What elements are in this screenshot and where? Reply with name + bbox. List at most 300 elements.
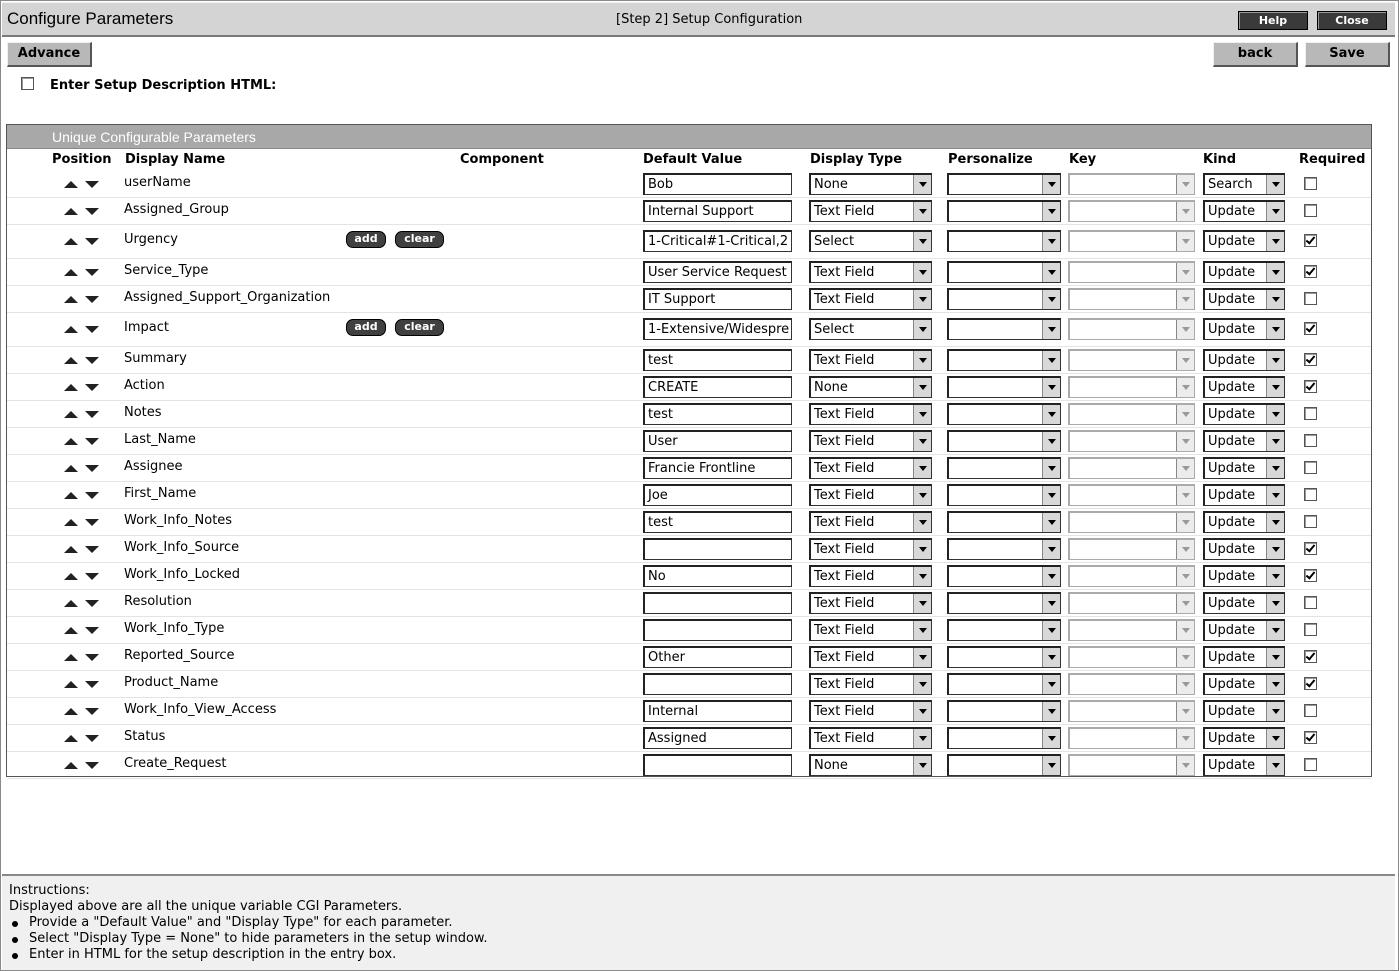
- required-checkbox[interactable]: [1304, 434, 1317, 447]
- required-checkbox[interactable]: [1304, 731, 1317, 744]
- display-type-select[interactable]: [809, 230, 932, 252]
- chevron-down-icon[interactable]: [913, 432, 931, 451]
- chevron-down-icon[interactable]: [913, 263, 931, 282]
- move-down-icon[interactable]: [85, 708, 99, 715]
- personalize-select[interactable]: [947, 200, 1061, 222]
- display-type-select[interactable]: [809, 288, 932, 310]
- chevron-down-icon[interactable]: [1176, 263, 1194, 282]
- chevron-down-icon[interactable]: [1042, 351, 1060, 370]
- chevron-down-icon[interactable]: [1176, 459, 1194, 478]
- key-select[interactable]: [1068, 261, 1195, 283]
- move-up-icon[interactable]: [64, 411, 78, 418]
- key-select[interactable]: [1068, 700, 1195, 722]
- chevron-down-icon[interactable]: [1042, 540, 1060, 559]
- table-row: [7, 589, 1371, 617]
- key-select[interactable]: [1068, 511, 1195, 533]
- default-value-input[interactable]: test: [643, 403, 792, 425]
- chevron-down-icon[interactable]: [1266, 513, 1284, 532]
- default-value-input[interactable]: Internal: [643, 700, 792, 722]
- kind-select[interactable]: [1203, 173, 1285, 195]
- default-value-input[interactable]: [643, 592, 792, 614]
- chevron-down-icon[interactable]: [1266, 540, 1284, 559]
- required-checkbox[interactable]: [1304, 704, 1317, 717]
- move-down-icon[interactable]: [85, 654, 99, 661]
- kind-select[interactable]: [1203, 261, 1285, 283]
- table-row: [7, 643, 1371, 671]
- required-checkbox[interactable]: [1304, 177, 1317, 190]
- move-down-icon[interactable]: [85, 384, 99, 391]
- key-select[interactable]: [1068, 754, 1195, 776]
- move-down-icon[interactable]: [85, 519, 99, 526]
- chevron-down-icon[interactable]: [1042, 459, 1060, 478]
- move-down-icon[interactable]: [85, 762, 99, 769]
- chevron-down-icon[interactable]: [1042, 702, 1060, 721]
- chevron-down-icon[interactable]: [1266, 378, 1284, 397]
- component-clear-button[interactable]: clear: [395, 231, 444, 248]
- move-up-icon[interactable]: [64, 438, 78, 445]
- chevron-down-icon[interactable]: [913, 320, 931, 339]
- move-down-icon[interactable]: [85, 735, 99, 742]
- move-down-icon[interactable]: [85, 181, 99, 188]
- chevron-down-icon[interactable]: [1042, 567, 1060, 586]
- display-name: Work_Info_Source: [124, 539, 240, 555]
- chevron-down-icon[interactable]: [1266, 405, 1284, 424]
- chevron-down-icon[interactable]: [1042, 486, 1060, 505]
- chevron-down-icon[interactable]: [1266, 729, 1284, 748]
- chevron-down-icon[interactable]: [913, 621, 931, 640]
- key-select[interactable]: [1068, 484, 1195, 506]
- close-button[interactable]: Close: [1317, 11, 1387, 30]
- kind-select-value: Update: [1208, 487, 1256, 503]
- key-select[interactable]: [1068, 288, 1195, 310]
- chevron-down-icon[interactable]: [1176, 567, 1194, 586]
- chevron-down-icon[interactable]: [1042, 175, 1060, 194]
- component-add-button[interactable]: add: [346, 231, 386, 248]
- key-select[interactable]: [1068, 173, 1195, 195]
- personalize-select[interactable]: [947, 230, 1061, 252]
- personalize-select[interactable]: [947, 727, 1061, 749]
- kind-select[interactable]: [1203, 619, 1285, 641]
- chevron-down-icon[interactable]: [1042, 729, 1060, 748]
- default-value-input[interactable]: User: [643, 430, 792, 452]
- personalize-select[interactable]: [947, 349, 1061, 371]
- chevron-down-icon[interactable]: [1176, 486, 1194, 505]
- personalize-select[interactable]: [947, 318, 1061, 340]
- chevron-down-icon[interactable]: [1042, 756, 1060, 775]
- default-value-input[interactable]: test: [643, 349, 792, 371]
- chevron-down-icon[interactable]: [913, 513, 931, 532]
- default-value-input[interactable]: Other: [643, 646, 792, 668]
- required-checkbox[interactable]: [1304, 265, 1317, 278]
- kind-select[interactable]: [1203, 430, 1285, 452]
- personalize-select[interactable]: [947, 673, 1061, 695]
- key-select[interactable]: [1068, 318, 1195, 340]
- move-down-icon[interactable]: [85, 296, 99, 303]
- chevron-down-icon[interactable]: [1176, 290, 1194, 309]
- chevron-down-icon[interactable]: [913, 567, 931, 586]
- key-select[interactable]: [1068, 349, 1195, 371]
- kind-select[interactable]: [1203, 230, 1285, 252]
- chevron-down-icon[interactable]: [1176, 175, 1194, 194]
- chevron-down-icon[interactable]: [913, 202, 931, 221]
- personalize-select[interactable]: [947, 700, 1061, 722]
- display-type-select[interactable]: [809, 318, 932, 340]
- chevron-down-icon[interactable]: [1176, 675, 1194, 694]
- required-checkbox[interactable]: [1304, 353, 1317, 366]
- kind-select[interactable]: [1203, 511, 1285, 533]
- chevron-down-icon[interactable]: [1266, 756, 1284, 775]
- move-up-icon[interactable]: [64, 681, 78, 688]
- display-type-select[interactable]: [809, 754, 932, 776]
- move-down-icon[interactable]: [85, 492, 99, 499]
- setup-description-label: Enter Setup Description HTML:: [50, 78, 277, 93]
- move-down-icon[interactable]: [85, 681, 99, 688]
- key-select[interactable]: [1068, 646, 1195, 668]
- chevron-down-icon[interactable]: [1176, 405, 1194, 424]
- col-kind: Kind: [1203, 152, 1237, 167]
- chevron-down-icon[interactable]: [1042, 202, 1060, 221]
- key-select[interactable]: [1068, 592, 1195, 614]
- move-up-icon[interactable]: [64, 708, 78, 715]
- display-name: Work_Info_Locked: [124, 566, 240, 582]
- move-down-icon[interactable]: [85, 208, 99, 215]
- move-down-icon[interactable]: [85, 238, 99, 245]
- display-type-select[interactable]: [809, 200, 932, 222]
- display-type-select[interactable]: [809, 565, 932, 587]
- chevron-down-icon[interactable]: [1042, 232, 1060, 251]
- move-up-icon[interactable]: [64, 573, 78, 580]
- chevron-down-icon[interactable]: [913, 756, 931, 775]
- display-type-select[interactable]: [809, 538, 932, 560]
- display-type-select[interactable]: [809, 430, 932, 452]
- chevron-down-icon[interactable]: [1266, 263, 1284, 282]
- personalize-select[interactable]: [947, 457, 1061, 479]
- required-checkbox[interactable]: [1304, 461, 1317, 474]
- advance-button[interactable]: Advance: [7, 42, 92, 67]
- kind-select[interactable]: [1203, 673, 1285, 695]
- chevron-down-icon[interactable]: [1176, 513, 1194, 532]
- chevron-down-icon[interactable]: [1176, 351, 1194, 370]
- chevron-down-icon[interactable]: [1266, 320, 1284, 339]
- move-down-icon[interactable]: [85, 600, 99, 607]
- move-up-icon[interactable]: [64, 735, 78, 742]
- setup-description-checkbox[interactable]: [21, 77, 34, 90]
- display-name: Create_Request: [124, 755, 227, 771]
- chevron-down-icon[interactable]: [913, 648, 931, 667]
- kind-select[interactable]: [1203, 318, 1285, 340]
- col-display-type: Display Type: [810, 152, 903, 167]
- chevron-down-icon[interactable]: [1042, 320, 1060, 339]
- required-checkbox[interactable]: [1304, 677, 1317, 690]
- kind-select[interactable]: [1203, 700, 1285, 722]
- chevron-down-icon[interactable]: [1042, 378, 1060, 397]
- chevron-down-icon[interactable]: [1042, 513, 1060, 532]
- required-checkbox[interactable]: [1304, 204, 1317, 217]
- key-select[interactable]: [1068, 565, 1195, 587]
- component-clear-button[interactable]: clear: [395, 319, 444, 336]
- personalize-select[interactable]: [947, 376, 1061, 398]
- display-type-select[interactable]: [809, 700, 932, 722]
- default-value-input[interactable]: IT Support: [643, 288, 792, 310]
- move-up-icon[interactable]: [64, 296, 78, 303]
- chevron-down-icon[interactable]: [1176, 202, 1194, 221]
- display-type-select-value: None: [814, 757, 848, 773]
- chevron-down-icon[interactable]: [913, 540, 931, 559]
- move-up-icon[interactable]: [64, 492, 78, 499]
- chevron-down-icon[interactable]: [913, 594, 931, 613]
- required-checkbox[interactable]: [1304, 596, 1317, 609]
- key-select[interactable]: [1068, 538, 1195, 560]
- move-down-icon[interactable]: [85, 573, 99, 580]
- table-row: [7, 562, 1371, 590]
- chevron-down-icon[interactable]: [913, 175, 931, 194]
- key-select[interactable]: [1068, 376, 1195, 398]
- title-bar: [2, 2, 1395, 37]
- default-value-input[interactable]: Francie Frontline: [643, 457, 792, 479]
- default-value-input[interactable]: [643, 538, 792, 560]
- save-button[interactable]: Save: [1305, 42, 1390, 67]
- move-down-icon[interactable]: [85, 546, 99, 553]
- display-type-select[interactable]: [809, 511, 932, 533]
- chevron-down-icon[interactable]: [1176, 729, 1194, 748]
- move-up-icon[interactable]: [64, 326, 78, 333]
- kind-select[interactable]: [1203, 592, 1285, 614]
- display-type-select[interactable]: [809, 646, 932, 668]
- chevron-down-icon[interactable]: [1042, 594, 1060, 613]
- move-down-icon[interactable]: [85, 269, 99, 276]
- personalize-select[interactable]: [947, 592, 1061, 614]
- default-value-input[interactable]: test: [643, 511, 792, 533]
- kind-select[interactable]: [1203, 538, 1285, 560]
- chevron-down-icon[interactable]: [1266, 459, 1284, 478]
- chevron-down-icon[interactable]: [913, 486, 931, 505]
- chevron-down-icon[interactable]: [1042, 621, 1060, 640]
- display-type-select[interactable]: [809, 619, 932, 641]
- default-value-input[interactable]: Bob: [643, 173, 792, 195]
- move-up-icon[interactable]: [64, 357, 78, 364]
- help-button[interactable]: Help: [1238, 11, 1308, 30]
- move-down-icon[interactable]: [85, 411, 99, 418]
- personalize-select[interactable]: [947, 173, 1061, 195]
- display-type-select[interactable]: [809, 592, 932, 614]
- kind-select-value: Update: [1208, 264, 1256, 280]
- move-up-icon[interactable]: [64, 384, 78, 391]
- chevron-down-icon[interactable]: [1266, 351, 1284, 370]
- required-checkbox[interactable]: [1304, 322, 1317, 335]
- col-position: Position: [52, 152, 112, 167]
- chevron-down-icon[interactable]: [1176, 320, 1194, 339]
- required-checkbox[interactable]: [1304, 488, 1317, 501]
- chevron-down-icon[interactable]: [1042, 675, 1060, 694]
- display-type-select[interactable]: [809, 484, 932, 506]
- move-up-icon[interactable]: [64, 181, 78, 188]
- chevron-down-icon[interactable]: [1266, 621, 1284, 640]
- move-up-icon[interactable]: [64, 654, 78, 661]
- default-value-input[interactable]: User Service Request: [643, 261, 792, 283]
- chevron-down-icon[interactable]: [913, 351, 931, 370]
- move-up-icon[interactable]: [64, 519, 78, 526]
- chevron-down-icon[interactable]: [1176, 648, 1194, 667]
- kind-select[interactable]: [1203, 727, 1285, 749]
- default-value-input[interactable]: Internal Support: [643, 200, 792, 222]
- kind-select[interactable]: [1203, 646, 1285, 668]
- back-button[interactable]: back: [1213, 42, 1298, 67]
- component-add-button[interactable]: add: [346, 319, 386, 336]
- move-up-icon[interactable]: [64, 627, 78, 634]
- table-row: [7, 285, 1371, 313]
- required-checkbox[interactable]: [1304, 407, 1317, 420]
- chevron-down-icon[interactable]: [1176, 702, 1194, 721]
- personalize-select[interactable]: [947, 565, 1061, 587]
- key-select[interactable]: [1068, 619, 1195, 641]
- personalize-select[interactable]: [947, 403, 1061, 425]
- personalize-select[interactable]: [947, 619, 1061, 641]
- required-checkbox[interactable]: [1304, 515, 1317, 528]
- key-select[interactable]: [1068, 430, 1195, 452]
- key-select[interactable]: [1068, 230, 1195, 252]
- personalize-select[interactable]: [947, 430, 1061, 452]
- personalize-select[interactable]: [947, 538, 1061, 560]
- required-checkbox[interactable]: [1304, 380, 1317, 393]
- display-type-select[interactable]: [809, 457, 932, 479]
- chevron-down-icon[interactable]: [913, 459, 931, 478]
- kind-select[interactable]: [1203, 376, 1285, 398]
- display-type-select[interactable]: [809, 376, 932, 398]
- chevron-down-icon[interactable]: [913, 232, 931, 251]
- personalize-select[interactable]: [947, 646, 1061, 668]
- chevron-down-icon[interactable]: [1266, 432, 1284, 451]
- default-value-input[interactable]: No: [643, 565, 792, 587]
- bullet-icon: [12, 953, 18, 959]
- required-checkbox[interactable]: [1304, 650, 1317, 663]
- chevron-down-icon[interactable]: [1176, 540, 1194, 559]
- default-value-input[interactable]: 1-Extensive/Widespre: [643, 318, 792, 340]
- default-value-input[interactable]: [643, 619, 792, 641]
- personalize-select[interactable]: [947, 288, 1061, 310]
- table-row: [7, 751, 1371, 779]
- display-name: userName: [124, 174, 191, 190]
- chevron-down-icon[interactable]: [1042, 432, 1060, 451]
- move-up-icon[interactable]: [64, 546, 78, 553]
- required-checkbox[interactable]: [1304, 234, 1317, 247]
- move-down-icon[interactable]: [85, 627, 99, 634]
- required-checkbox[interactable]: [1304, 569, 1317, 582]
- move-up-icon[interactable]: [64, 208, 78, 215]
- table-row: [7, 481, 1371, 509]
- chevron-down-icon[interactable]: [1266, 202, 1284, 221]
- move-down-icon[interactable]: [85, 357, 99, 364]
- personalize-select[interactable]: [947, 754, 1061, 776]
- required-checkbox[interactable]: [1304, 542, 1317, 555]
- chevron-down-icon[interactable]: [1042, 405, 1060, 424]
- chevron-down-icon[interactable]: [913, 378, 931, 397]
- chevron-down-icon[interactable]: [1042, 648, 1060, 667]
- key-select[interactable]: [1068, 727, 1195, 749]
- default-value-input[interactable]: [643, 673, 792, 695]
- personalize-select[interactable]: [947, 261, 1061, 283]
- kind-select-value: Update: [1208, 234, 1256, 249]
- chevron-down-icon[interactable]: [1176, 432, 1194, 451]
- col-default-value: Default Value: [643, 152, 743, 167]
- display-type-select-value: Text Field: [814, 649, 875, 665]
- move-up-icon[interactable]: [64, 269, 78, 276]
- kind-select[interactable]: [1203, 457, 1285, 479]
- move-down-icon[interactable]: [85, 465, 99, 472]
- chevron-down-icon[interactable]: [1266, 232, 1284, 251]
- default-value-input[interactable]: CREATE: [643, 376, 792, 398]
- key-select[interactable]: [1068, 673, 1195, 695]
- kind-select[interactable]: [1203, 403, 1285, 425]
- instructions-intro: Displayed above are all the unique variable CGI Parameters.: [9, 899, 403, 914]
- chevron-down-icon[interactable]: [913, 290, 931, 309]
- chevron-down-icon[interactable]: [1266, 702, 1284, 721]
- col-display-name: Display Name: [125, 152, 226, 167]
- kind-select[interactable]: [1203, 288, 1285, 310]
- kind-select[interactable]: [1203, 484, 1285, 506]
- display-type-select[interactable]: [809, 673, 932, 695]
- chevron-down-icon[interactable]: [913, 675, 931, 694]
- move-up-icon[interactable]: [64, 762, 78, 769]
- move-down-icon[interactable]: [85, 438, 99, 445]
- chevron-down-icon[interactable]: [1266, 675, 1284, 694]
- chevron-down-icon[interactable]: [1266, 175, 1284, 194]
- chevron-down-icon[interactable]: [1266, 594, 1284, 613]
- chevron-down-icon[interactable]: [1176, 594, 1194, 613]
- key-select[interactable]: [1068, 403, 1195, 425]
- required-checkbox[interactable]: [1304, 758, 1317, 771]
- required-checkbox[interactable]: [1304, 292, 1317, 305]
- default-value-input[interactable]: Assigned: [643, 727, 792, 749]
- kind-select[interactable]: [1203, 200, 1285, 222]
- chevron-down-icon[interactable]: [1042, 263, 1060, 282]
- display-type-select[interactable]: [809, 173, 932, 195]
- display-type-select[interactable]: [809, 727, 932, 749]
- chevron-down-icon[interactable]: [1176, 756, 1194, 775]
- move-up-icon[interactable]: [64, 600, 78, 607]
- display-type-select-value: Text Field: [814, 460, 875, 476]
- required-checkbox[interactable]: [1304, 623, 1317, 636]
- chevron-down-icon[interactable]: [1176, 232, 1194, 251]
- personalize-select[interactable]: [947, 511, 1061, 533]
- chevron-down-icon[interactable]: [1176, 621, 1194, 640]
- move-down-icon[interactable]: [85, 326, 99, 333]
- chevron-down-icon[interactable]: [1176, 378, 1194, 397]
- kind-select[interactable]: [1203, 565, 1285, 587]
- personalize-select[interactable]: [947, 484, 1061, 506]
- table-row: [7, 170, 1371, 198]
- display-type-select[interactable]: [809, 349, 932, 371]
- kind-select[interactable]: [1203, 754, 1285, 776]
- default-value-input[interactable]: Joe: [643, 484, 792, 506]
- move-up-icon[interactable]: [64, 238, 78, 245]
- default-value-input[interactable]: [643, 754, 792, 776]
- move-up-icon[interactable]: [64, 465, 78, 472]
- key-select[interactable]: [1068, 200, 1195, 222]
- display-type-select[interactable]: [809, 261, 932, 283]
- key-select[interactable]: [1068, 457, 1195, 479]
- chevron-down-icon[interactable]: [913, 405, 931, 424]
- chevron-down-icon[interactable]: [1266, 567, 1284, 586]
- default-value-input[interactable]: 1-Critical#1-Critical,2: [643, 230, 792, 252]
- chevron-down-icon[interactable]: [913, 702, 931, 721]
- chevron-down-icon[interactable]: [1266, 486, 1284, 505]
- chevron-down-icon[interactable]: [1266, 648, 1284, 667]
- chevron-down-icon[interactable]: [1042, 290, 1060, 309]
- chevron-down-icon[interactable]: [913, 729, 931, 748]
- chevron-down-icon[interactable]: [1266, 290, 1284, 309]
- kind-select[interactable]: [1203, 349, 1285, 371]
- display-type-select[interactable]: [809, 403, 932, 425]
